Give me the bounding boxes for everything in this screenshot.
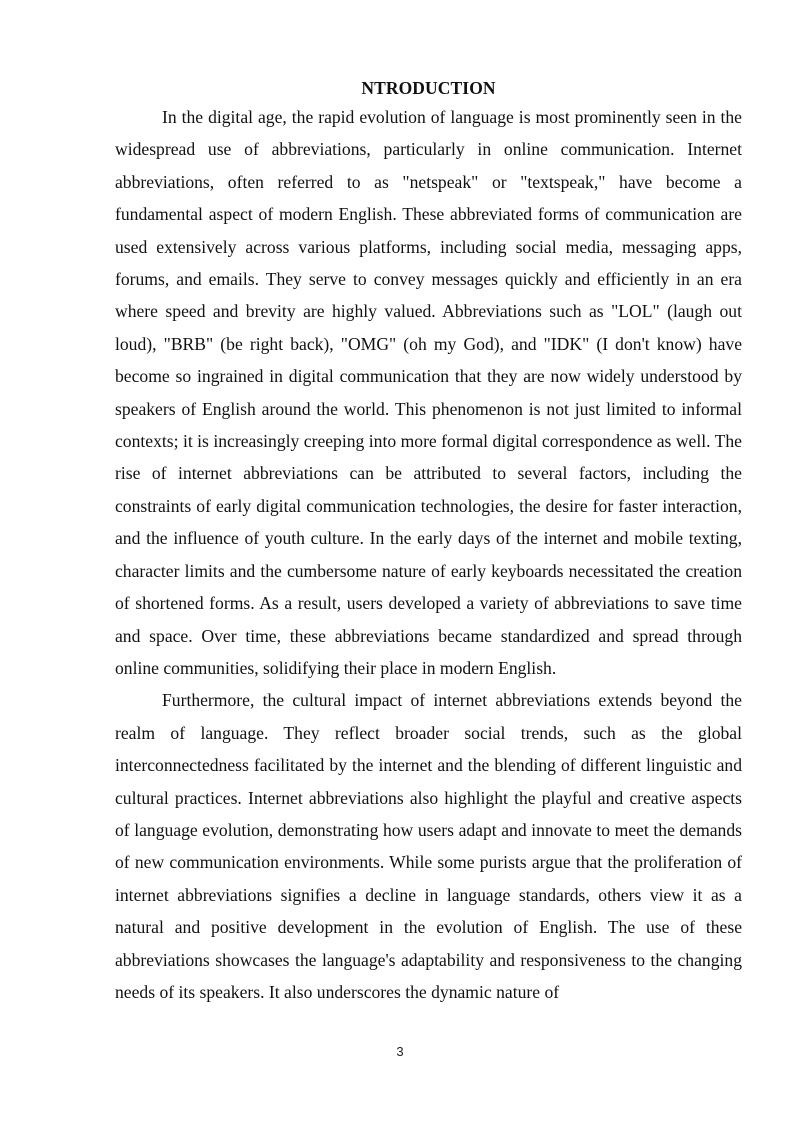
section-heading: NTRODUCTION — [361, 78, 496, 98]
paragraph-2: Furthermore, the cultural impact of internet abbreviations extends beyond the realm of language. They reflect broader social trends, such as the global interconnectedness facilitated by the internet and the blending of different linguistic and cultural practices. Internet abbreviations also highlight the playful and creative aspects of language evolution, demonstrating how users adapt and innovate to meet the demands of new communication environments. While some purists argue that the proliferation of internet abbreviations signifies a decline in language standards, others view it as a natural and positive development in the evolution of English. The use of these abbreviations showcases the language's adaptability and responsiveness to the changing needs of its speakers. It also underscores the dynamic nature of — [115, 690, 742, 1002]
paragraph-1: In the digital age, the rapid evolution of language is most prominently seen in the widespread use of abbreviations, particularly in online communication. Internet abbreviations, often referred to as "netspeak" or "textspeak," have become a fundamental aspect of modern English. These abbreviated forms of communication are used extensively across various platforms, including social media, messaging apps, forums, and emails. They serve to convey messages quickly and efficiently in an era where speed and brevity are highly valued. Abbreviations such as "LOL" (laugh out loud), "BRB" (be right back), "OMG" (oh my God), and "IDK" (I don't know) have become so ingrained in digital communication that they are now widely understood by speakers of English around the world. This phenomenon is not just limited to informal contexts; it is increasingly creeping into more formal digital correspondence as well. The rise of internet abbreviations can be attributed to several factors, including the constraints of early digital communication technologies, the desire for faster interaction, and the influence of youth culture. In the early days of the internet and mobile texting, character limits and the cumbersome nature of early keyboards necessitated the creation of shortened forms. As a result, users developed a variety of abbreviations to save time and space. Over time, these abbreviations became standardized and spread through online communities, solidifying their place in modern English. — [115, 107, 742, 678]
page-number: 3 — [396, 1044, 404, 1059]
body-text — [115, 101, 742, 1008]
